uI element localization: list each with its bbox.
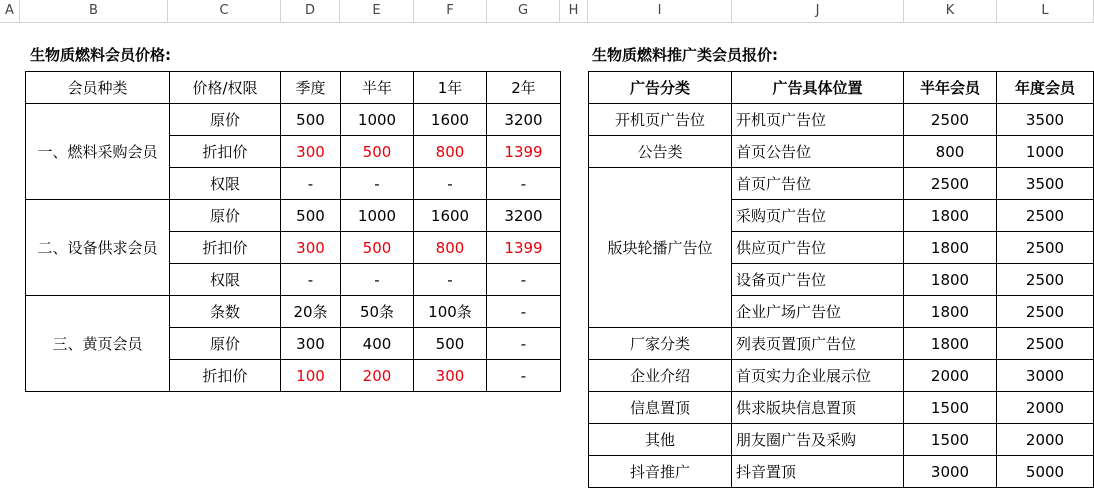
year-price-cell: 2500 <box>997 232 1094 264</box>
ad-position-cell: 供求版块信息置顶 <box>732 392 904 424</box>
price-cell: - <box>341 264 414 296</box>
left-table-title: 生物质燃料会员价格: <box>30 46 171 64</box>
table-row <box>589 392 1094 424</box>
price-cell: 50条 <box>341 296 414 328</box>
table-row <box>589 104 1094 136</box>
half-year-price-cell: 3000 <box>904 456 997 488</box>
price-cell: - <box>414 168 487 200</box>
half-year-price-cell: 2500 <box>904 168 997 200</box>
column-header-10[interactable]: K <box>904 0 997 22</box>
row-label-cell: 权限 <box>170 168 281 200</box>
price-cell: 300 <box>414 360 487 392</box>
header-cell: 2年 <box>487 72 561 104</box>
ad-category-cell: 其他 <box>589 424 732 456</box>
column-header-7[interactable]: H <box>560 0 588 22</box>
header-cell: 季度 <box>281 72 341 104</box>
price-cell: 1399 <box>487 232 561 264</box>
price-cell: 800 <box>414 232 487 264</box>
ad-position-cell: 朋友圈广告及采购 <box>732 424 904 456</box>
row-label-cell: 权限 <box>170 264 281 296</box>
membership-price-table <box>25 71 561 392</box>
table-row <box>26 296 561 328</box>
price-cell: 1000 <box>341 104 414 136</box>
table-row <box>26 200 561 232</box>
row-label-cell: 原价 <box>170 104 281 136</box>
header-cell: 半年 <box>341 72 414 104</box>
ad-category-cell: 厂家分类 <box>589 328 732 360</box>
year-price-cell: 2500 <box>997 328 1094 360</box>
price-cell: - <box>341 168 414 200</box>
row-label-cell: 原价 <box>170 200 281 232</box>
column-header-3[interactable]: D <box>281 0 340 22</box>
price-cell: 1600 <box>414 104 487 136</box>
price-cell: - <box>487 168 561 200</box>
year-price-cell: 3000 <box>997 360 1094 392</box>
price-cell: 3200 <box>487 104 561 136</box>
ad-position-cell: 列表页置顶广告位 <box>732 328 904 360</box>
price-cell: 200 <box>341 360 414 392</box>
price-cell: - <box>414 264 487 296</box>
ad-position-cell: 供应页广告位 <box>732 232 904 264</box>
year-price-cell: 2500 <box>997 264 1094 296</box>
header-cell: 广告具体位置 <box>732 72 904 104</box>
half-year-price-cell: 2000 <box>904 360 997 392</box>
table-row <box>26 104 561 136</box>
year-price-cell: 2500 <box>997 200 1094 232</box>
price-cell: 1399 <box>487 136 561 168</box>
header-cell: 会员种类 <box>26 72 170 104</box>
header-cell: 1年 <box>414 72 487 104</box>
row-label-cell: 原价 <box>170 328 281 360</box>
header-cell: 广告分类 <box>589 72 732 104</box>
column-header-11[interactable]: L <box>997 0 1094 22</box>
column-header-1[interactable]: B <box>20 0 168 22</box>
ad-category-cell: 公告类 <box>589 136 732 168</box>
price-cell: - <box>487 296 561 328</box>
header-cell: 半年会员 <box>904 72 997 104</box>
table-row <box>589 360 1094 392</box>
price-cell: 500 <box>341 136 414 168</box>
ad-position-cell: 开机页广告位 <box>732 104 904 136</box>
column-header-8[interactable]: I <box>588 0 732 22</box>
price-cell: 1600 <box>414 200 487 232</box>
half-year-price-cell: 1800 <box>904 264 997 296</box>
half-year-price-cell: 1800 <box>904 232 997 264</box>
row-label-cell: 折扣价 <box>170 360 281 392</box>
right-table-title: 生物质燃料推广类会员报价: <box>592 46 778 64</box>
member-type-cell: 三、黄页会员 <box>26 296 170 392</box>
ad-position-cell: 抖音置顶 <box>732 456 904 488</box>
table-row <box>589 328 1094 360</box>
ad-category-cell: 版块轮播广告位 <box>589 168 732 328</box>
table-row <box>589 456 1094 488</box>
price-cell: 300 <box>281 232 341 264</box>
header-cell: 年度会员 <box>997 72 1094 104</box>
price-cell: 400 <box>341 328 414 360</box>
ad-category-cell: 企业介绍 <box>589 360 732 392</box>
row-label-cell: 折扣价 <box>170 136 281 168</box>
price-cell: 300 <box>281 328 341 360</box>
half-year-price-cell: 1800 <box>904 296 997 328</box>
column-header-2[interactable]: C <box>168 0 281 22</box>
column-header-4[interactable]: E <box>340 0 414 22</box>
price-cell: 500 <box>341 232 414 264</box>
ad-position-cell: 首页广告位 <box>732 168 904 200</box>
ad-category-cell: 抖音推广 <box>589 456 732 488</box>
price-cell: 500 <box>414 328 487 360</box>
price-cell: 800 <box>414 136 487 168</box>
column-header-9[interactable]: J <box>732 0 904 22</box>
half-year-price-cell: 1500 <box>904 392 997 424</box>
price-cell: - <box>487 328 561 360</box>
half-year-price-cell: 800 <box>904 136 997 168</box>
ad-position-cell: 企业广场广告位 <box>732 296 904 328</box>
price-cell: - <box>281 168 341 200</box>
price-cell: - <box>487 360 561 392</box>
ad-position-cell: 设备页广告位 <box>732 264 904 296</box>
row-label-cell: 条数 <box>170 296 281 328</box>
year-price-cell: 2000 <box>997 424 1094 456</box>
row-label-cell: 折扣价 <box>170 232 281 264</box>
half-year-price-cell: 1800 <box>904 328 997 360</box>
price-cell: 20条 <box>281 296 341 328</box>
year-price-cell: 1000 <box>997 136 1094 168</box>
price-cell: 100 <box>281 360 341 392</box>
price-cell: 500 <box>281 104 341 136</box>
year-price-cell: 2000 <box>997 392 1094 424</box>
half-year-price-cell: 1800 <box>904 200 997 232</box>
price-cell: 3200 <box>487 200 561 232</box>
year-price-cell: 3500 <box>997 168 1094 200</box>
member-type-cell: 一、燃料采购会员 <box>26 104 170 200</box>
ad-category-cell: 开机页广告位 <box>589 104 732 136</box>
table-row <box>589 424 1094 456</box>
header-cell: 价格/权限 <box>170 72 281 104</box>
ad-position-cell: 首页实力企业展示位 <box>732 360 904 392</box>
price-cell: 100条 <box>414 296 487 328</box>
ad-category-cell: 信息置顶 <box>589 392 732 424</box>
column-header-5[interactable]: F <box>414 0 487 22</box>
year-price-cell: 2500 <box>997 296 1094 328</box>
table-row <box>589 168 1094 200</box>
ad-position-cell: 首页公告位 <box>732 136 904 168</box>
price-cell: 500 <box>281 200 341 232</box>
column-header-6[interactable]: G <box>487 0 560 22</box>
half-year-price-cell: 1500 <box>904 424 997 456</box>
ad-position-cell: 采购页广告位 <box>732 200 904 232</box>
year-price-cell: 3500 <box>997 104 1094 136</box>
price-cell: - <box>281 264 341 296</box>
price-cell: 1000 <box>341 200 414 232</box>
table-row <box>589 136 1094 168</box>
year-price-cell: 5000 <box>997 456 1094 488</box>
column-header-bar <box>0 0 1094 23</box>
member-type-cell: 二、设备供求会员 <box>26 200 170 296</box>
half-year-price-cell: 2500 <box>904 104 997 136</box>
promotion-price-table <box>588 71 1094 488</box>
price-cell: 300 <box>281 136 341 168</box>
column-header-0[interactable]: A <box>0 0 20 22</box>
price-cell: - <box>487 264 561 296</box>
